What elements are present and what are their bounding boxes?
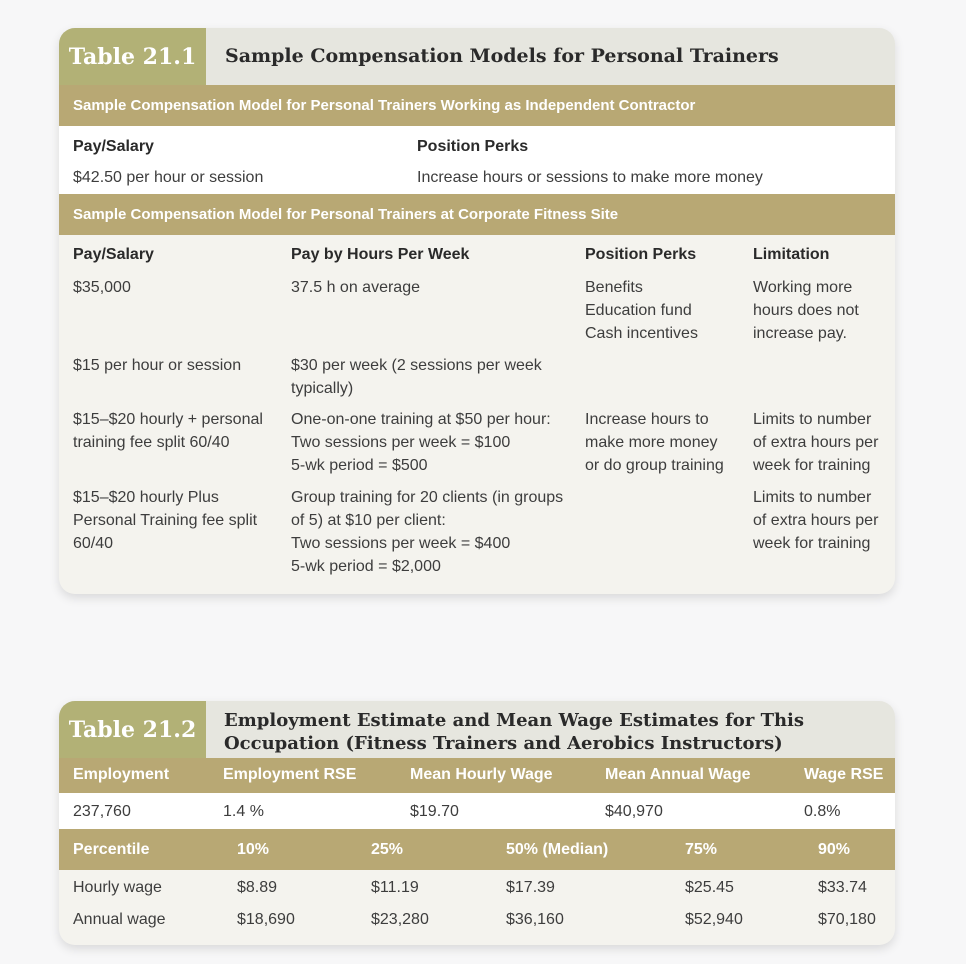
cell-line: Limits to number: [753, 489, 872, 506]
cell-employment: 237,760: [73, 803, 131, 820]
column-header-perks: Position Perks: [585, 246, 697, 263]
table-row-4-pay: [73, 486, 257, 555]
column-header-wage-rse: Wage RSE: [804, 766, 884, 783]
cell-line: typically): [291, 380, 354, 397]
column-header-75: 75%: [685, 841, 718, 858]
column-header-pay: Pay/Salary: [73, 246, 154, 263]
table-row-2-pay: [73, 354, 241, 377]
table-label: Table 21.2: [59, 701, 206, 758]
column-header-hours: Pay by Hours Per Week: [291, 246, 470, 263]
cell-line: Limits to number: [753, 411, 872, 428]
table-title: Sample Compensation Models for Personal Trainers: [225, 45, 779, 67]
table-title: [224, 709, 804, 755]
cell-50: $36,160: [506, 911, 564, 928]
table-row-3-hours: [291, 408, 551, 477]
cell-line: 5-wk period = $500: [291, 457, 428, 474]
table-title-bar: [59, 28, 895, 85]
cell-50: $17.39: [506, 879, 555, 896]
cell-25: $23,280: [371, 911, 429, 928]
cell-line: week for training: [753, 457, 871, 474]
column-header-25: 25%: [371, 841, 404, 858]
cell-line: hours does not: [753, 302, 859, 319]
cell-line: $35,000: [73, 279, 131, 296]
cell-line: $15 per hour or session: [73, 357, 242, 374]
cell-10: $18,690: [237, 911, 295, 928]
cell-line: week for training: [753, 535, 871, 552]
cell-line: Working more: [753, 279, 853, 296]
column-header-pay: Pay/Salary: [73, 138, 154, 155]
column-header-employment: Employment: [73, 766, 170, 783]
section-band-corporate: Sample Compensation Model for Personal Trainers at Corporate Fitness Site: [59, 194, 895, 235]
cell-line: Increase hours to: [585, 411, 709, 428]
table-row-1-limitation: [753, 276, 859, 345]
title-line: Occupation (Fitness Trainers and Aerobics Instructors): [224, 733, 783, 754]
table-row-2-hours: [291, 354, 542, 400]
cell-line: Education fund: [585, 302, 692, 319]
table-21-1: [59, 28, 895, 594]
column-header-10: 10%: [237, 841, 270, 858]
cell-line: training fee split 60/40: [73, 434, 230, 451]
cell-pay: $42.50 per hour or session: [73, 169, 264, 186]
cell-line: of 5) at $10 per client:: [291, 512, 446, 529]
cell-75: $25.45: [685, 879, 734, 896]
cell-line: Two sessions per week = $100: [291, 434, 511, 451]
cell-line: One-on-one training at $50 per hour:: [291, 411, 551, 428]
employment-values-row: [59, 793, 895, 829]
cell-90: $70,180: [818, 911, 876, 928]
cell-line: make more money: [585, 434, 718, 451]
cell-25: $11.19: [371, 879, 419, 896]
column-header-90: 90%: [818, 841, 851, 858]
cell-mean-hourly: $19.70: [410, 803, 459, 820]
row-label: Annual wage: [73, 911, 166, 928]
cell-line: $15–$20 hourly + personal: [73, 411, 263, 428]
cell-10: $8.89: [237, 879, 278, 896]
column-header-employment-rse: Employment RSE: [223, 766, 357, 783]
column-header-perks: Position Perks: [417, 138, 529, 155]
cell-perks: Increase hours or sessions to make more money: [417, 169, 763, 186]
table-row-3-perks: [585, 408, 724, 477]
cell-line: Two sessions per week = $400: [291, 535, 511, 552]
cell-line: Personal Training fee split: [73, 512, 258, 529]
table-row-4-limitation: [753, 486, 878, 555]
table-row-3-limitation: [753, 408, 878, 477]
table-row-1-pay: [73, 276, 131, 299]
column-header-50: 50% (Median): [506, 841, 609, 858]
column-header-mean-hourly: Mean Hourly Wage: [410, 766, 553, 783]
independent-section: [59, 126, 895, 194]
percentile-header-band: [59, 829, 895, 870]
table-title-bar: [59, 701, 895, 758]
column-header-limitation: Limitation: [753, 246, 830, 263]
employment-header-band: [59, 758, 895, 793]
cell-line: $15–$20 hourly Plus: [73, 489, 219, 506]
cell-90: $33.74: [818, 879, 867, 896]
cell-line: Cash incentives: [585, 325, 698, 342]
cell-75: $52,940: [685, 911, 743, 928]
cell-line: of extra hours per: [753, 512, 879, 529]
table-21-2: [59, 701, 895, 945]
column-header-mean-annual: Mean Annual Wage: [605, 766, 751, 783]
table-row-1-perks: [585, 276, 698, 345]
column-header-percentile: Percentile: [73, 841, 150, 858]
cell-line: 60/40: [73, 535, 114, 552]
table-row-3-pay: [73, 408, 263, 454]
cell-line: increase pay.: [753, 325, 847, 342]
cell-line: $30 per week (2 sessions per week: [291, 357, 542, 374]
cell-wage-rse: 0.8%: [804, 803, 841, 820]
cell-line: of extra hours per: [753, 434, 879, 451]
table-row-1-hours: [291, 276, 420, 299]
table-row-4-hours: [291, 486, 563, 578]
table-label: Table 21.1: [59, 28, 206, 85]
cell-line: Benefits: [585, 279, 643, 296]
title-line: Employment Estimate and Mean Wage Estimates for This: [224, 710, 805, 731]
row-label: Hourly wage: [73, 879, 162, 896]
cell-mean-annual: $40,970: [605, 803, 663, 820]
cell-employment-rse: 1.4 %: [223, 803, 264, 820]
cell-line: 37.5 h on average: [291, 279, 420, 296]
section-band-independent: Sample Compensation Model for Personal Trainers Working as Independent Contractor: [59, 85, 895, 126]
cell-line: 5-wk period = $2,000: [291, 558, 441, 575]
cell-line: Group training for 20 clients (in groups: [291, 489, 564, 506]
cell-line: or do group training: [585, 457, 724, 474]
